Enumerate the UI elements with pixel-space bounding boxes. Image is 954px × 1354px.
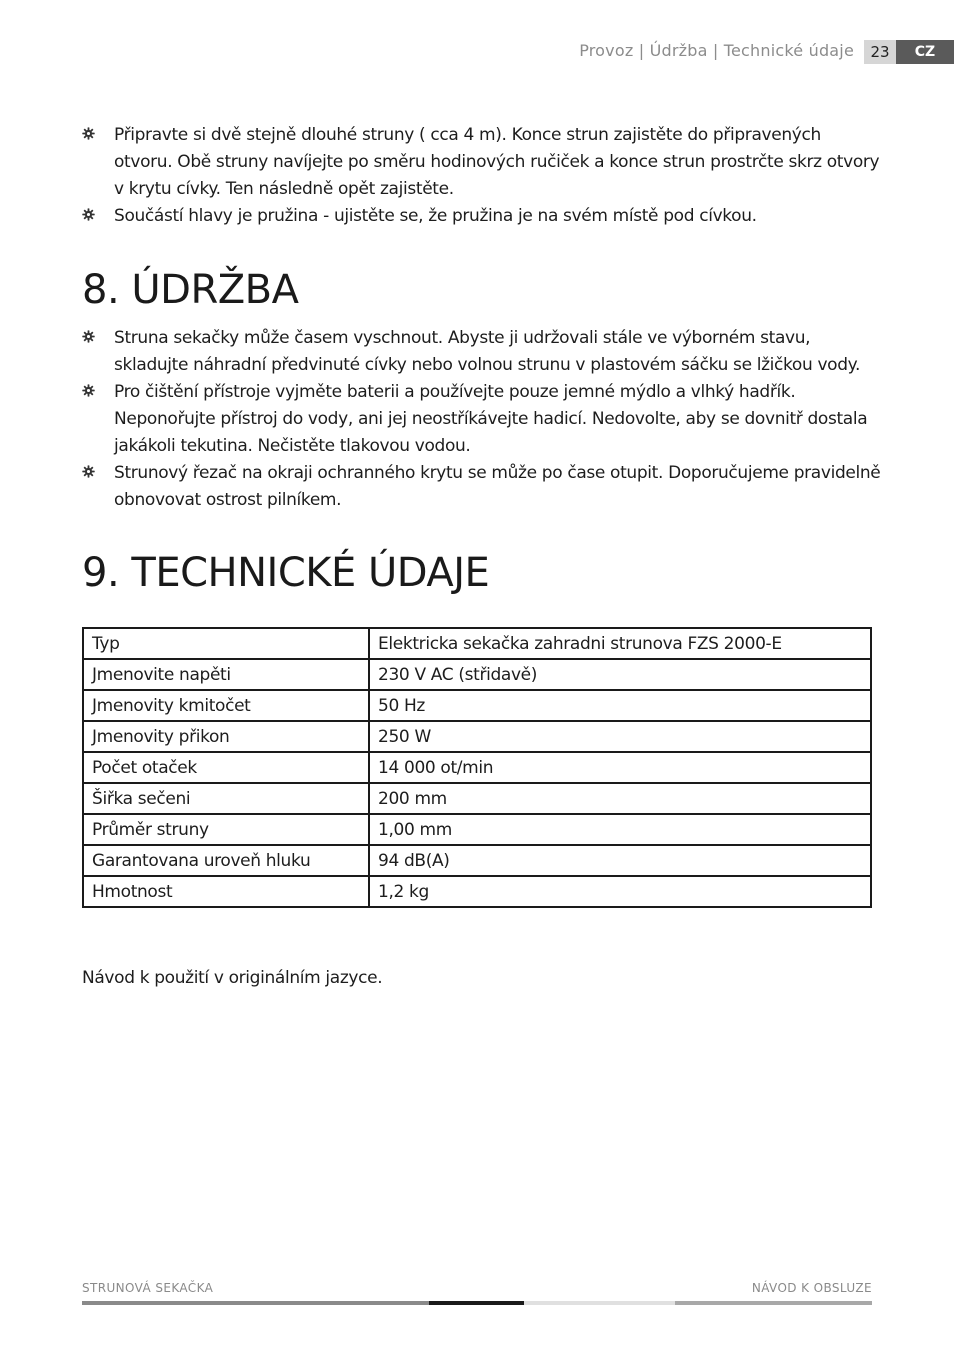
gear-bullet-icon: [82, 127, 95, 140]
footer-rule-segment: [82, 1301, 429, 1305]
spec-label: Typ: [83, 628, 369, 659]
spec-value: 50 Hz: [369, 690, 871, 721]
list-item: [82, 203, 882, 230]
table-row: [83, 721, 871, 752]
spec-value: Elektricka sekačka zahradni strunova FZS 2000-E: [369, 628, 871, 659]
table-row: [83, 783, 871, 814]
footer-rule-segment: [429, 1301, 524, 1305]
bullet-text: Připravte si dvě stejně dlouhé struny ( cca 4 m). Konce strun zajistěte do připravených otvoru. Obě struny navíjejte po směru hodinových ručiček a konce strun prostrčte skrz otvory v krytu cívky. Ten následně opět zajistěte.: [114, 125, 880, 199]
gear-bullet-icon: [82, 330, 95, 343]
bullet-text: Strunový řezač na okraji ochranného krytu se může po čase otupit. Doporučujeme pravidelně obnovovat ostrost pilníkem.: [114, 463, 881, 510]
list-item: [82, 325, 882, 379]
footer-manual-label: NÁVOD K OBSLUZE: [751, 1281, 872, 1295]
spec-label: Šiřka sečeni: [83, 783, 369, 814]
table-row: [83, 845, 871, 876]
spec-value: 14 000 ot/min: [369, 752, 871, 783]
spec-value: 94 dB(A): [369, 845, 871, 876]
table-row: [83, 876, 871, 907]
spec-value: 230 V AC (střidavě): [369, 659, 871, 690]
bullet-text: Struna sekačky může časem vyschnout. Abyste ji udržovali stále ve výborném stavu, skladujte náhradní předvinuté cívky nebo volnou strunu v plastovém sáčku se lžičkou vody.: [114, 328, 861, 375]
table-row: [83, 628, 871, 659]
spec-label: Počet otaček: [83, 752, 369, 783]
spec-label: Jmenovity kmitočet: [83, 690, 369, 721]
language-tab: CZ: [896, 40, 954, 64]
spec-label: Garantovana uroveň hluku: [83, 845, 369, 876]
list-item: [82, 460, 882, 514]
spec-label: Jmenovity přikon: [83, 721, 369, 752]
page-number: 23: [864, 40, 896, 64]
gear-bullet-icon: [82, 384, 95, 397]
header-breadcrumb: Provoz | Údržba | Technické údaje: [579, 41, 854, 60]
table-row: [83, 659, 871, 690]
intro-bullet-list: [82, 122, 882, 230]
bullet-text: Pro čištění přístroje vyjměte baterii a používejte pouze jemné mýdlo a vlhký hadřík. Neponořujte přístroj do vody, ani jej neostříkávejte hadicí. Nedovolte, aby se dovnitř dostala jakákoli tekutina. Nečistěte tlakovou vodou.: [114, 382, 868, 456]
list-item: [82, 379, 882, 460]
spec-label: Jmenovite napěti: [83, 659, 369, 690]
table-row: [83, 752, 871, 783]
spec-value: 250 W: [369, 721, 871, 752]
footer-rule-segment: [675, 1301, 872, 1305]
bullet-text: Součástí hlavy je pružina - ujistěte se, že pružina je na svém místě pod cívkou.: [114, 206, 757, 226]
original-language-note: Návod k použití v originálním jazyce.: [82, 968, 383, 988]
technical-title: 9. TECHNICKÉ ÚDAJE: [82, 550, 490, 596]
spec-value: 200 mm: [369, 783, 871, 814]
spec-label: Hmotnost: [83, 876, 369, 907]
gear-bullet-icon: [82, 465, 95, 478]
maintenance-bullet-list: [82, 325, 882, 514]
footer-product-name: STRUNOVÁ SEKAČKA: [82, 1281, 214, 1295]
maintenance-title: 8. ÚDRŽBA: [82, 267, 299, 313]
gear-bullet-icon: [82, 208, 95, 221]
technical-specs-table: [82, 627, 872, 908]
table-row: [83, 814, 871, 845]
spec-value: 1,2 kg: [369, 876, 871, 907]
footer-rule-segment: [524, 1301, 675, 1305]
table-row: [83, 690, 871, 721]
list-item: [82, 122, 882, 203]
spec-value: 1,00 mm: [369, 814, 871, 845]
spec-label: Průměr struny: [83, 814, 369, 845]
